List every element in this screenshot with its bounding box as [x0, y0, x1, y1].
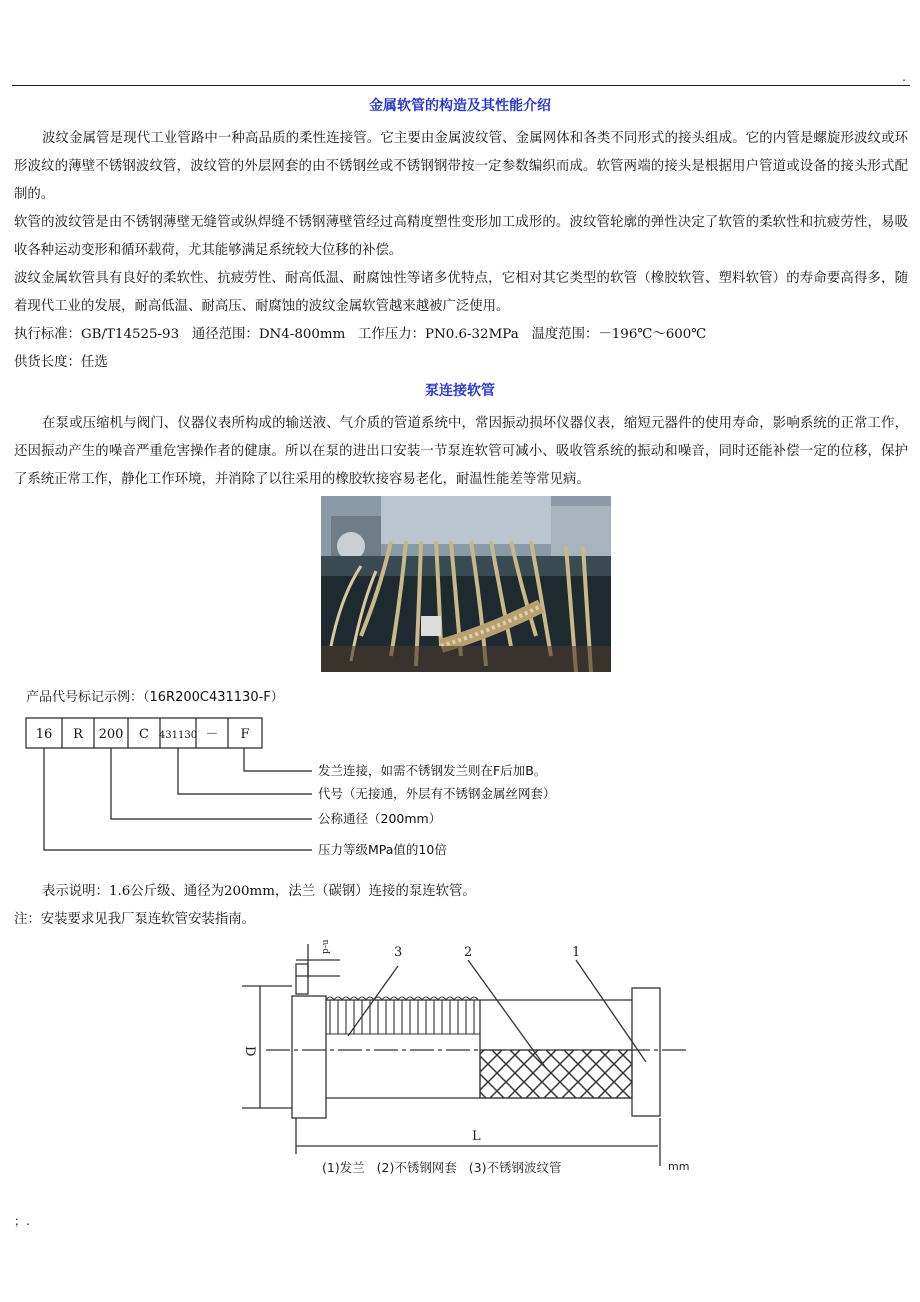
paragraph-bellows: 软管的波纹管是由不锈钢薄壁无缝管或纵焊缝不锈钢薄壁管经过高精度塑性变形加工成形的。波纹管轮廓的弹性决定了软管的柔软性和抗疲劳性，易吸收各种运动变形和循环载荷，尤其能够满足系统较大位移的补偿。 — [14, 215, 908, 258]
footer-mark: ；. — [14, 1214, 30, 1228]
spec-line: 执行标准：GB/T14525-93 通径范围：DN4-800mm 工作压力：PN0.6-32MPa 温度范围：－196℃～600℃ — [14, 327, 707, 342]
section-title-pump-hose: 泵连接软管 — [425, 383, 495, 399]
code-box-6: － — [205, 727, 219, 742]
hose-installation-photo — [321, 496, 611, 672]
dim-l: L — [472, 1129, 481, 1144]
section-title-metal-hose: 金属软管的构造及其性能介绍 — [369, 98, 551, 114]
pump-hose-drawing — [236, 938, 696, 1180]
dim-pu: p-u — [321, 939, 331, 954]
label-1: 1 — [572, 945, 581, 960]
drawing-legend: (1)发兰 (2)不锈钢网套 (3)不锈钢波纹管 — [322, 1160, 562, 1175]
dim-d: D — [242, 1046, 257, 1057]
code-note-pressure: 压力等级MPa值的10倍 — [318, 842, 447, 857]
unit-mm: mm — [668, 1160, 690, 1173]
code-heading: 产品代号标记示例：（16R200C431130-F） — [26, 690, 284, 705]
explain-line: 表示说明：1.6公斤级、通径为200mm，法兰（碳钢）连接的泵连软管。 — [42, 884, 476, 899]
product-code-diagram — [22, 684, 622, 864]
label-3: 3 — [394, 945, 403, 960]
paragraph-properties: 波纹金属软管具有良好的柔软性、抗疲劳性、耐高低温、耐腐蚀性等诸多优特点，它相对其它类型的软管（橡胶软管、塑料软管）的寿命要高得多，随着现代工业的发展，耐高低温、耐高压、耐腐蚀的波纹金属软管越来越被广泛使用。 — [14, 271, 908, 314]
install-note: 注：安装要求见我厂泵连软管安装指南。 — [14, 912, 256, 927]
code-note-flange: 发兰连接，如需不锈钢发兰则在F后加B。 — [318, 763, 547, 778]
paragraph-pump: 在泵或压缩机与阀门、仪器仪表所构成的输送液、气介质的管道系统中，常因振动损坏仪器仪表，缩短元器件的使用寿命，影响系统的正常工作，还因振动产生的噪音严重危害操作者的健康。所以在泵的进出口安装一节泵连软管可减小、吸收管系统的振动和噪音，同时还能补偿一定的位移，保护了系统正常工作，静化工作环境，并消除了以往采用的橡胶软接容易老化，耐温性能差等常见病。 — [14, 416, 908, 487]
corner-mark: . — [902, 70, 906, 84]
label-2: 2 — [464, 945, 473, 960]
bellows-corrugations — [326, 997, 480, 1034]
paragraph-intro: 波纹金属管是现代工业管路中一种高品质的柔性连接管。它主要由金属波纹管、金属网体和各类不同形式的接头组成。它的内管是螺旋形波纹或环形波纹的薄壁不锈钢波纹管，波纹管的外层网套的由不锈钢丝或不锈钢钢带按一定参数编织而成。软管两端的接头是根据用户管道或设备的接头形式配制的。 — [14, 131, 908, 202]
mesh-hatch — [480, 1050, 632, 1098]
code-box-7: F — [240, 727, 250, 742]
code-box-2: R — [73, 727, 83, 742]
code-box-3: 200 — [98, 727, 124, 742]
code-box-4: C — [139, 727, 149, 742]
code-box-5: 431130 — [158, 730, 198, 741]
code-box-1: 16 — [35, 727, 53, 742]
code-note-diameter: 公称通径（200mm） — [318, 811, 442, 826]
code-note-code: 代号（无接通，外层有不锈钢金属丝网套） — [318, 786, 556, 801]
header-rule — [12, 85, 910, 86]
supply-length: 供货长度：任选 — [14, 355, 108, 370]
